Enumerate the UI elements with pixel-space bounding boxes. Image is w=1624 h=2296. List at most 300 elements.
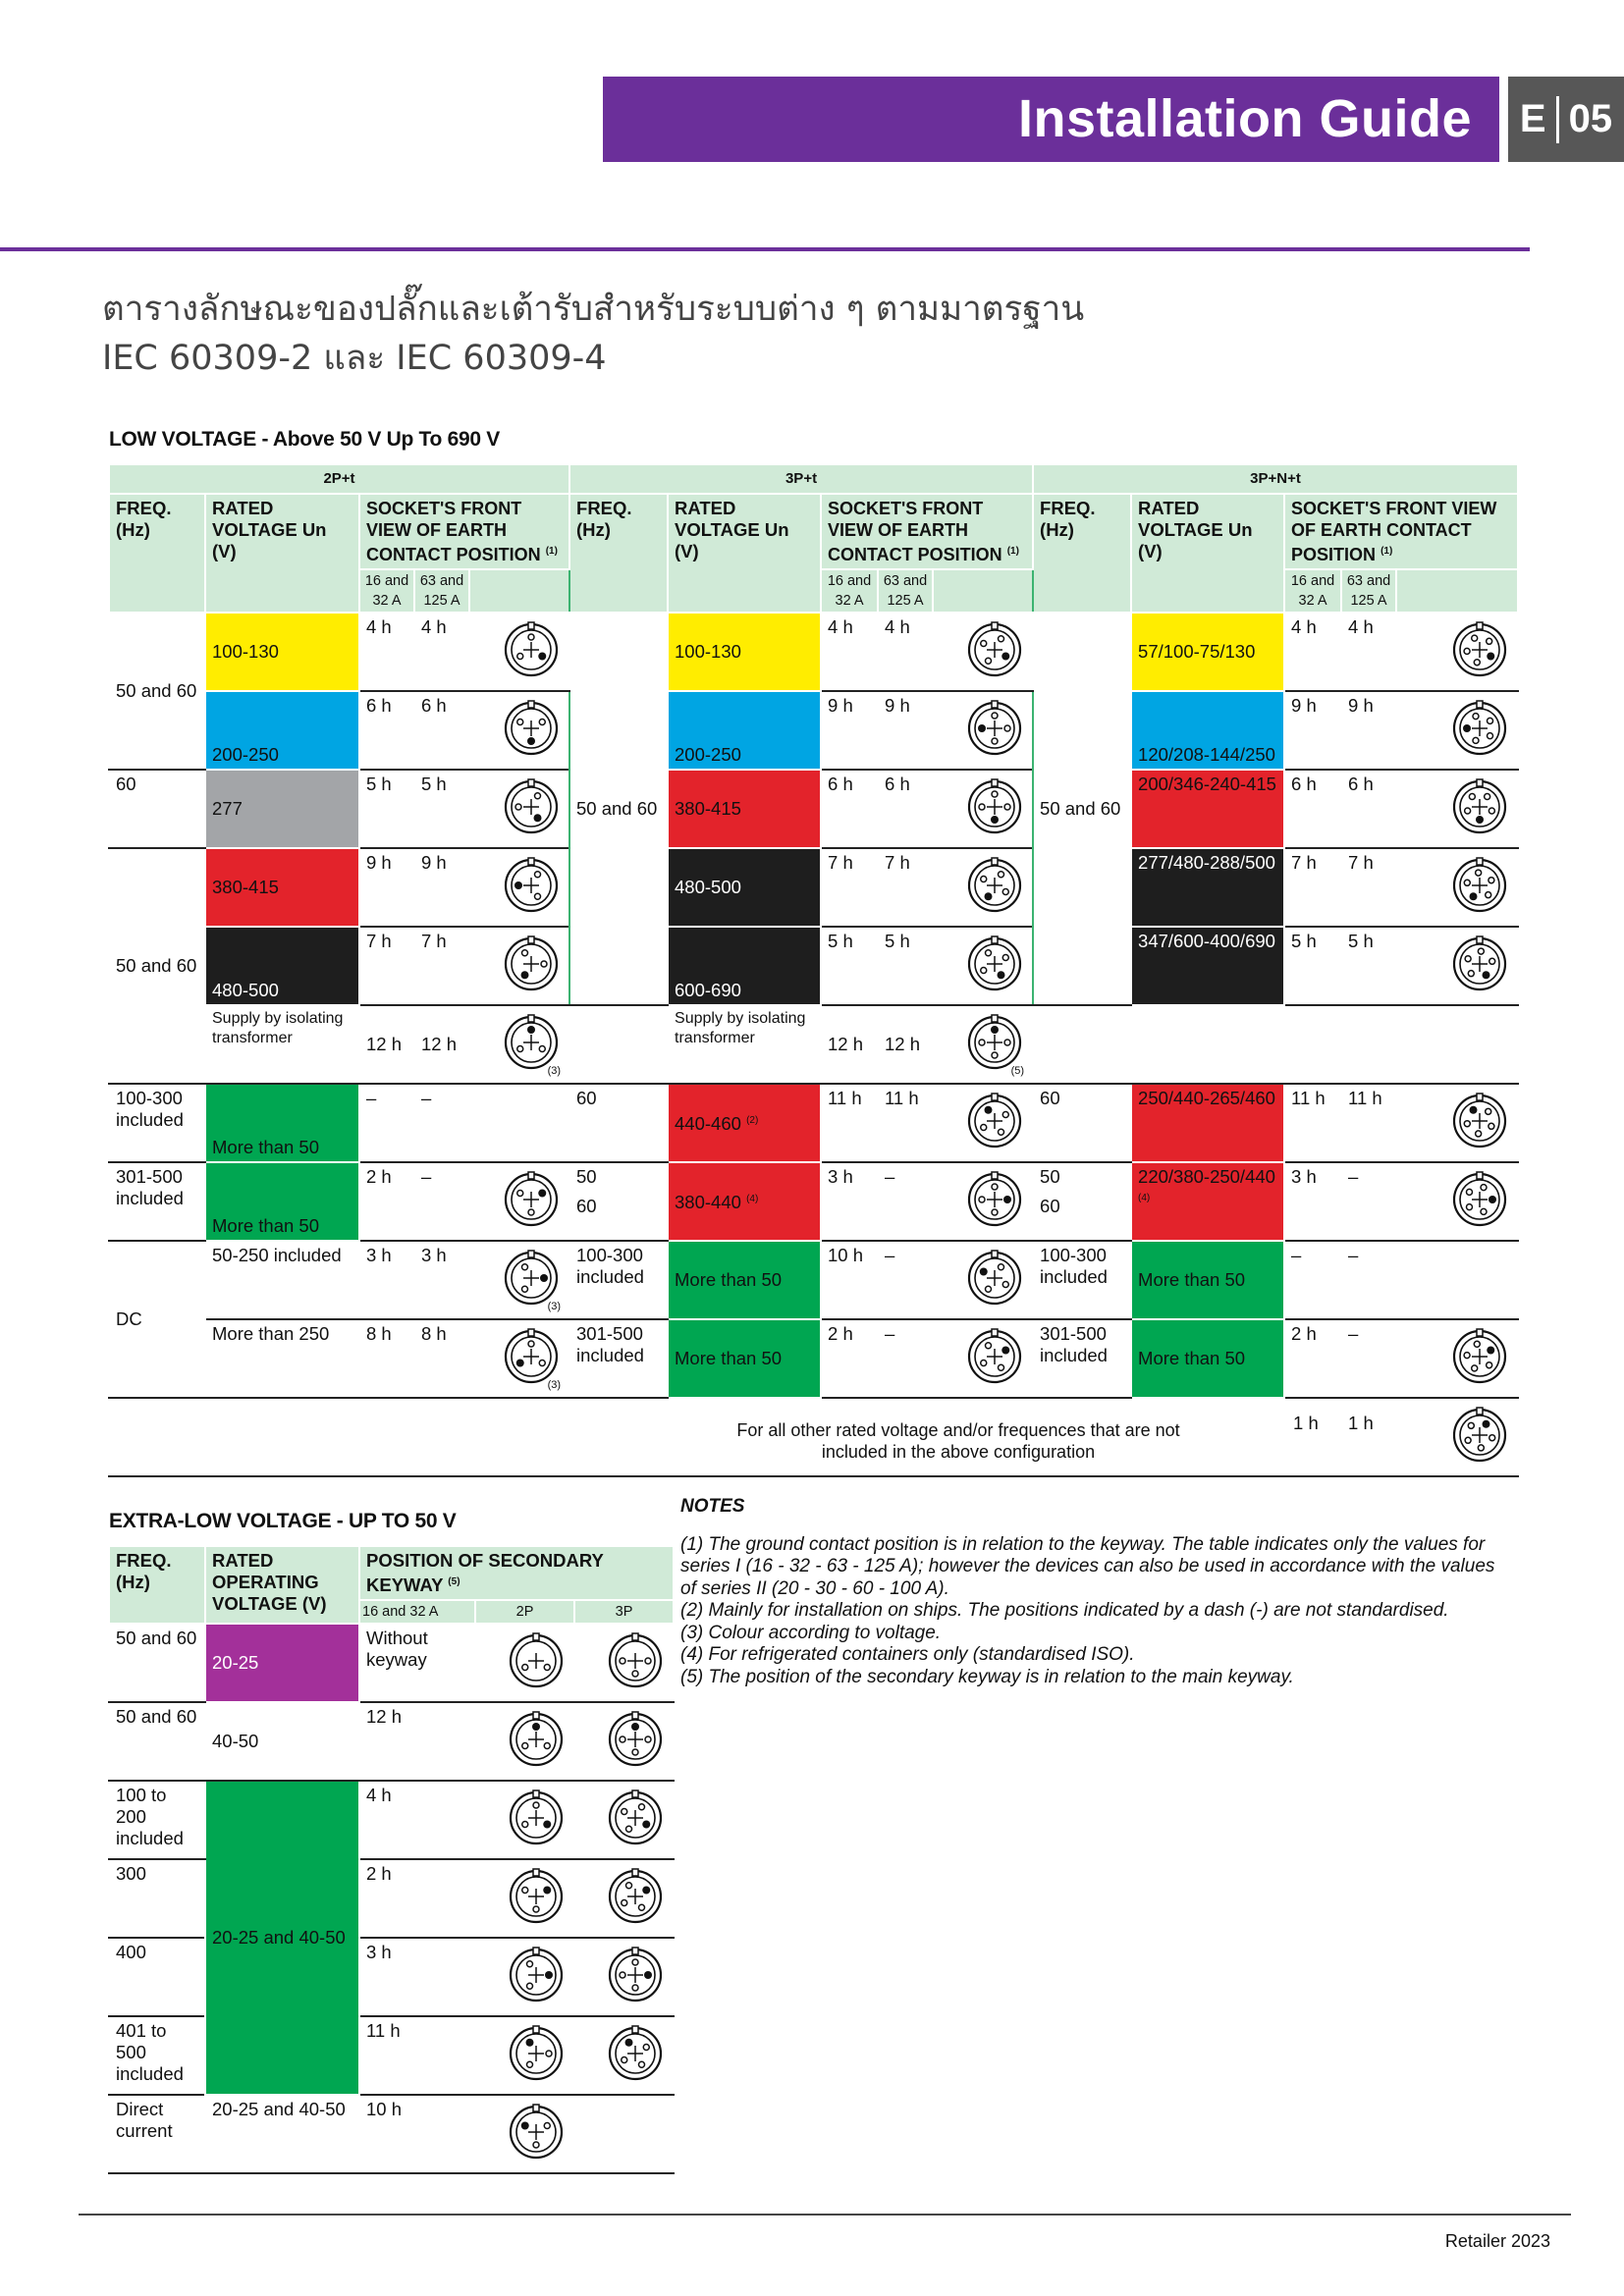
socket-front-view-icon bbox=[502, 620, 561, 679]
note-2: (2) Mainly for installation on ships. The positions indicated by a dash (-) are not standardised. bbox=[680, 1600, 1449, 1621]
voltage-cell: Supply by isolating transformer bbox=[668, 1005, 821, 1084]
col-socket bbox=[1284, 494, 1518, 569]
sub-2p: 2P bbox=[475, 1600, 574, 1624]
socket-front-view-icon bbox=[965, 1327, 1024, 1386]
socket-symbol bbox=[940, 695, 1026, 766]
voltage-cell bbox=[1131, 1005, 1284, 1084]
socket-symbol-cell bbox=[1396, 1005, 1518, 1084]
col-rated-label: RATED VOLTAGE Un (V) bbox=[1138, 498, 1253, 561]
pos-cell: 6 h bbox=[821, 770, 878, 848]
freq-cell: 60 bbox=[109, 770, 205, 848]
pos-cell: 3 h bbox=[414, 1241, 469, 1319]
freq-cell: 301-500 included bbox=[569, 1319, 668, 1398]
pos-cell: 6 h bbox=[359, 691, 414, 770]
socket-symbol bbox=[940, 1009, 1026, 1080]
socket-symbol bbox=[581, 1706, 667, 1777]
pos-cell: – bbox=[1341, 1162, 1396, 1241]
col-rated-voltage bbox=[205, 494, 359, 613]
freq-cell: 100-300 included bbox=[1033, 1241, 1131, 1319]
notes-block bbox=[680, 1496, 1495, 1688]
socket-symbol bbox=[940, 1323, 1026, 1394]
sub-symbol bbox=[469, 569, 569, 613]
voltage-cell: 200/346-240-415 bbox=[1131, 770, 1284, 848]
keyway-cell: 4 h bbox=[359, 1781, 475, 1859]
pos-cell: – bbox=[1284, 1241, 1341, 1319]
socket-front-view-icon bbox=[606, 2024, 665, 2083]
pos-cell: 4 h bbox=[1284, 613, 1341, 691]
footer-text: Retailer 2023 bbox=[1444, 2231, 1550, 2251]
group-3p-t: 3P+t bbox=[569, 464, 1033, 494]
socket-symbol bbox=[482, 1863, 568, 1934]
note-ref: (5) bbox=[1010, 1065, 1025, 1077]
freq-cell: 60 bbox=[1033, 1084, 1131, 1162]
pos-cell: 10 h bbox=[821, 1241, 878, 1319]
socket-symbol bbox=[482, 1628, 568, 1698]
pos-cell: 7 h bbox=[414, 927, 469, 1005]
socket-front-view-icon bbox=[1450, 1092, 1509, 1150]
page-title: Installation Guide bbox=[1017, 89, 1472, 148]
pos-cell: 9 h bbox=[1341, 691, 1396, 770]
socket-front-view-icon bbox=[502, 777, 561, 836]
keyway-cell: 3 h bbox=[359, 1938, 475, 2016]
socket-symbol bbox=[1403, 1166, 1511, 1237]
section-divider bbox=[1556, 96, 1559, 143]
freq-value: 50 bbox=[1040, 1166, 1060, 1187]
pos-cell: 7 h bbox=[821, 848, 878, 927]
socket-symbol-cell bbox=[574, 1781, 674, 1859]
voltage-cell: 250/440-265/460 bbox=[1131, 1084, 1284, 1162]
socket-symbol-cell bbox=[574, 2095, 674, 2173]
other-config-note bbox=[205, 1398, 1341, 1476]
pos-cell: 9 h bbox=[878, 691, 933, 770]
socket-front-view-icon bbox=[606, 1867, 665, 1926]
pos-cell: 2 h bbox=[359, 1162, 414, 1241]
col-freq-label: FREQ. (Hz) bbox=[1040, 498, 1096, 540]
socket-front-view-icon bbox=[965, 1013, 1024, 1072]
socket-symbol bbox=[581, 1863, 667, 1934]
voltage-value: 440-460 bbox=[675, 1113, 741, 1135]
voltage-cell: More than 50 bbox=[1131, 1241, 1284, 1319]
socket-symbol bbox=[940, 774, 1026, 844]
socket-symbol-cell bbox=[933, 1005, 1033, 1084]
voltage-value: 220/380-250/440 bbox=[1138, 1166, 1275, 1187]
freq-cell bbox=[569, 1162, 668, 1241]
other-config-text: For all other rated voltage and/or frequences that are not included in the above configuration bbox=[736, 1420, 1180, 1462]
freq-cell: 401 to 500 included bbox=[109, 2016, 205, 2095]
pos-cell: 6 h bbox=[1341, 770, 1396, 848]
freq-cell bbox=[109, 1398, 205, 1476]
socket-front-view-icon bbox=[1450, 934, 1509, 993]
freq-cell: Direct current bbox=[109, 2095, 205, 2173]
freq-value: 60 bbox=[576, 1196, 597, 1216]
col-rated-label: RATED VOLTAGE Un (V) bbox=[212, 498, 327, 561]
sub-16-32a: 16 and 32 A bbox=[821, 569, 878, 613]
socket-symbol bbox=[482, 1785, 568, 1855]
section-number: 05 bbox=[1568, 97, 1613, 140]
socket-front-view-icon bbox=[606, 1789, 665, 1847]
freq-cell: 400 bbox=[109, 1938, 205, 2016]
socket-front-view-icon bbox=[507, 2024, 566, 2083]
pos-cell: 4 h bbox=[821, 613, 878, 691]
socket-symbol bbox=[1403, 695, 1511, 766]
socket-symbol-cell bbox=[574, 1938, 674, 2016]
pos-cell: 9 h bbox=[359, 848, 414, 927]
socket-front-view-icon bbox=[965, 699, 1024, 758]
pos-cell: 6 h bbox=[1284, 770, 1341, 848]
socket-front-view-icon bbox=[502, 1013, 561, 1072]
socket-front-view-icon bbox=[1450, 1170, 1509, 1229]
pos-cell: 7 h bbox=[1341, 848, 1396, 927]
note-ref: (4) bbox=[1138, 1193, 1151, 1203]
socket-symbol-cell bbox=[475, 2095, 574, 2173]
sub-symbol bbox=[933, 569, 1033, 613]
freq-value: 60 bbox=[1040, 1196, 1060, 1216]
voltage-cell: 380-415 bbox=[668, 770, 821, 848]
col-rated-label: RATED VOLTAGE Un (V) bbox=[675, 498, 789, 561]
pos-cell bbox=[1341, 1005, 1396, 1084]
voltage-cell: 57/100-75/130 bbox=[1131, 613, 1284, 691]
socket-symbol-cell bbox=[469, 770, 569, 848]
pos-cell: – bbox=[878, 1241, 933, 1319]
extra-low-voltage-table bbox=[108, 1545, 675, 2174]
header-bar bbox=[603, 77, 1499, 162]
note-ref: (4) bbox=[746, 1194, 759, 1205]
note-4: (4) For refrigerated containers only (standardised ISO). bbox=[680, 1644, 1135, 1665]
socket-front-view-icon bbox=[965, 1092, 1024, 1150]
voltage-cell bbox=[668, 1162, 821, 1241]
socket-front-view-icon bbox=[965, 777, 1024, 836]
pos-cell: – bbox=[1341, 1241, 1396, 1319]
socket-front-view-icon bbox=[606, 1946, 665, 2004]
socket-symbol-cell bbox=[469, 927, 569, 1005]
note-ref: (2) bbox=[746, 1115, 759, 1127]
freq-cell bbox=[1033, 1162, 1131, 1241]
pos-cell: 12 h bbox=[821, 1005, 878, 1084]
sub-63-125a: 63 and 125 A bbox=[414, 569, 469, 613]
socket-symbol bbox=[1403, 774, 1511, 844]
col-rated-operating-voltage: RATED OPERATING VOLTAGE (V) bbox=[205, 1546, 359, 1624]
sub-symbol bbox=[1396, 569, 1518, 613]
socket-front-view-icon bbox=[965, 856, 1024, 915]
socket-front-view-icon bbox=[502, 1249, 561, 1308]
socket-symbol bbox=[476, 695, 563, 766]
socket-symbol bbox=[1403, 616, 1511, 687]
freq-cell: DC bbox=[109, 1241, 205, 1398]
pos-cell: 12 h bbox=[359, 1005, 414, 1084]
socket-front-view-icon bbox=[1450, 699, 1509, 758]
col-socket-ref: (1) bbox=[1006, 546, 1019, 557]
pos-cell: 5 h bbox=[821, 927, 878, 1005]
socket-symbol-cell bbox=[475, 1702, 574, 1781]
pos-cell: 4 h bbox=[1341, 613, 1396, 691]
pos-value: 1 h bbox=[1293, 1413, 1319, 1433]
socket-front-view-icon bbox=[1450, 777, 1509, 836]
socket-symbol-cell bbox=[933, 927, 1033, 1005]
pos-cell: 5 h bbox=[1341, 927, 1396, 1005]
freq-cell: 50 and 60 bbox=[109, 848, 205, 1084]
voltage-cell: More than 250 bbox=[205, 1319, 359, 1398]
low-voltage-title: LOW VOLTAGE - Above 50 V Up To 690 V bbox=[109, 428, 500, 451]
socket-symbol bbox=[476, 1245, 563, 1315]
pos-cell: 9 h bbox=[1284, 691, 1341, 770]
sub-16-32a: 16 and 32 A bbox=[359, 1600, 475, 1624]
voltage-cell: More than 50 bbox=[205, 1084, 359, 1162]
pos-cell: 4 h bbox=[414, 613, 469, 691]
pos-value: 1 h bbox=[1348, 1413, 1374, 1433]
keyway-cell: 12 h bbox=[359, 1702, 475, 1781]
socket-symbol bbox=[940, 1245, 1026, 1315]
socket-symbol-cell bbox=[1396, 927, 1518, 1005]
sub-16-32a: 16 and 32 A bbox=[1284, 569, 1341, 613]
socket-symbol bbox=[476, 1009, 563, 1080]
pos-cell: 5 h bbox=[1284, 927, 1341, 1005]
thai-heading bbox=[102, 285, 1084, 383]
socket-symbol-cell bbox=[1396, 613, 1518, 691]
sub-63-125a: 63 and 125 A bbox=[878, 569, 933, 613]
freq-cell bbox=[1033, 1005, 1131, 1084]
socket-symbol-cell bbox=[574, 2016, 674, 2095]
pos-cell: 5 h bbox=[878, 927, 933, 1005]
col-freq: FREQ. (Hz) bbox=[109, 1546, 205, 1624]
socket-front-view-icon bbox=[1450, 1406, 1509, 1465]
freq-cell: 301-500 included bbox=[1033, 1319, 1131, 1398]
socket-symbol-cell bbox=[475, 1938, 574, 2016]
socket-front-view-icon bbox=[965, 620, 1024, 679]
socket-symbol bbox=[1403, 852, 1511, 923]
pos-cell: 7 h bbox=[359, 927, 414, 1005]
voltage-cell bbox=[668, 1084, 821, 1162]
voltage-cell: 200-250 bbox=[205, 691, 359, 770]
header-rule bbox=[0, 247, 1530, 251]
extra-low-voltage-title: EXTRA-LOW VOLTAGE - UP TO 50 V bbox=[109, 1510, 457, 1532]
note-ref: (3) bbox=[547, 1065, 562, 1077]
socket-front-view-icon bbox=[606, 1631, 665, 1690]
col-socket bbox=[821, 494, 1033, 569]
socket-symbol-cell bbox=[933, 1319, 1033, 1398]
thai-heading-line2: IEC 60309-2 และ IEC 60309-4 bbox=[102, 339, 607, 378]
voltage-cell: 20-25 bbox=[205, 1624, 359, 1702]
socket-symbol-cell bbox=[475, 1781, 574, 1859]
pos-cell: 5 h bbox=[414, 770, 469, 848]
socket-symbol bbox=[940, 931, 1026, 1001]
socket-symbol-cell bbox=[1396, 1162, 1518, 1241]
keyway-cell: 11 h bbox=[359, 2016, 475, 2095]
voltage-cell: 50-250 included bbox=[205, 1241, 359, 1319]
pos-cell: 2 h bbox=[821, 1319, 878, 1398]
socket-symbol bbox=[1403, 1323, 1511, 1394]
socket-front-view-icon bbox=[502, 699, 561, 758]
socket-front-view-icon bbox=[507, 1867, 566, 1926]
socket-symbol-cell bbox=[1396, 848, 1518, 927]
socket-symbol bbox=[581, 1628, 667, 1698]
socket-symbol bbox=[940, 1166, 1026, 1237]
socket-symbol-cell bbox=[933, 1241, 1033, 1319]
socket-symbol bbox=[940, 1088, 1026, 1158]
pos-cell: 11 h bbox=[1284, 1084, 1341, 1162]
pos-cell: – bbox=[414, 1162, 469, 1241]
note-1: (1) The ground contact position is in relation to the keyway. The table indicates only the values for series I (16 - 32 - 63 - 125 A); however the devices can also be used in accordance with the values of series II (20 - 30 - 60 - 100 A). bbox=[680, 1533, 1495, 1599]
freq-cell: 50 and 60 bbox=[109, 613, 205, 770]
voltage-cell: 20-25 and 40-50 bbox=[205, 2095, 359, 2173]
pos-cell: 4 h bbox=[878, 613, 933, 691]
sub-3p: 3P bbox=[574, 1600, 674, 1624]
pos-cell: – bbox=[1341, 1319, 1396, 1398]
socket-symbol bbox=[476, 1166, 563, 1237]
socket-symbol-cell bbox=[1396, 691, 1518, 770]
socket-front-view-icon bbox=[507, 1631, 566, 1690]
note-ref: (3) bbox=[547, 1301, 562, 1312]
col-socket-label: SOCKET'S FRONT VIEW OF EARTH CONTACT POSITION bbox=[1291, 499, 1497, 564]
freq-cell: 100 to 200 included bbox=[109, 1781, 205, 1859]
pos-cell: 8 h bbox=[359, 1319, 414, 1398]
note-ref: (3) bbox=[547, 1379, 562, 1391]
socket-symbol bbox=[482, 2099, 568, 2169]
pos-cell: 9 h bbox=[414, 848, 469, 927]
col-freq bbox=[1033, 494, 1131, 613]
keyway-cell: Without keyway bbox=[359, 1624, 475, 1702]
socket-symbol-cell bbox=[469, 1162, 569, 1241]
socket-symbol bbox=[476, 852, 563, 923]
socket-symbol-cell bbox=[574, 1702, 674, 1781]
voltage-cell: 120/208-144/250 bbox=[1131, 691, 1284, 770]
pos-cell: 6 h bbox=[878, 770, 933, 848]
socket-front-view-icon bbox=[502, 1170, 561, 1229]
col-secondary-keyway-label: POSITION OF SECONDARY KEYWAY bbox=[366, 1550, 604, 1596]
voltage-cell: 200-250 bbox=[668, 691, 821, 770]
note-5: (5) The position of the secondary keyway is in relation to the main keyway. bbox=[680, 1666, 1294, 1687]
voltage-value: 380-440 bbox=[675, 1192, 741, 1213]
socket-symbol-cell bbox=[469, 691, 569, 770]
socket-symbol-cell bbox=[933, 691, 1033, 770]
col-socket-label: SOCKET'S FRONT VIEW OF EARTH CONTACT POSITION bbox=[828, 499, 1002, 564]
pos-cell: 5 h bbox=[359, 770, 414, 848]
pos-cell: 3 h bbox=[1284, 1162, 1341, 1241]
pos-cell: 2 h bbox=[1284, 1319, 1341, 1398]
socket-symbol-cell bbox=[933, 1162, 1033, 1241]
socket-symbol-cell bbox=[469, 1005, 569, 1084]
col-rated-voltage bbox=[1131, 494, 1284, 613]
col-freq bbox=[109, 494, 205, 613]
socket-front-view-icon bbox=[1450, 1327, 1509, 1386]
freq-cell bbox=[569, 1005, 668, 1084]
socket-symbol bbox=[581, 1942, 667, 2012]
note-3: (3) Colour according to voltage. bbox=[680, 1622, 942, 1643]
socket-symbol-cell bbox=[475, 1624, 574, 1702]
pos-cell: 12 h bbox=[878, 1005, 933, 1084]
pos-cell: 11 h bbox=[821, 1084, 878, 1162]
socket-symbol bbox=[1403, 1088, 1511, 1158]
socket-front-view-icon bbox=[606, 1710, 665, 1769]
socket-symbol-cell bbox=[574, 1624, 674, 1702]
keyway-cell: 2 h bbox=[359, 1859, 475, 1938]
pos-cell: 11 h bbox=[878, 1084, 933, 1162]
socket-symbol bbox=[581, 1785, 667, 1855]
socket-front-view-icon bbox=[965, 934, 1024, 993]
keyway-cell: 10 h bbox=[359, 2095, 475, 2173]
socket-symbol-cell bbox=[469, 848, 569, 927]
freq-cell: 50 and 60 bbox=[569, 613, 668, 1005]
col-socket bbox=[359, 494, 569, 569]
pos-cell: – bbox=[878, 1319, 933, 1398]
voltage-cell: 480-500 bbox=[205, 927, 359, 1005]
freq-cell: 60 bbox=[569, 1084, 668, 1162]
voltage-cell: 277 bbox=[205, 770, 359, 848]
socket-symbol-cell bbox=[933, 613, 1033, 691]
notes-title: NOTES bbox=[680, 1496, 745, 1517]
col-secondary-keyway bbox=[359, 1546, 674, 1600]
socket-symbol-cell bbox=[475, 1859, 574, 1938]
pos-cell: – bbox=[414, 1084, 469, 1162]
voltage-cell: 277/480-288/500 bbox=[1131, 848, 1284, 927]
freq-value: 50 bbox=[576, 1166, 597, 1187]
socket-symbol bbox=[482, 1942, 568, 2012]
pos-cell: 4 h bbox=[359, 613, 414, 691]
socket-front-view-icon bbox=[1450, 856, 1509, 915]
socket-symbol bbox=[476, 774, 563, 844]
socket-symbol-cell bbox=[469, 1084, 569, 1162]
freq-cell: 100-300 included bbox=[569, 1241, 668, 1319]
socket-front-view-icon bbox=[507, 1946, 566, 2004]
col-rated-voltage bbox=[668, 494, 821, 613]
pos-cell: 12 h bbox=[414, 1005, 469, 1084]
socket-symbol-cell bbox=[469, 1319, 569, 1398]
voltage-cell: More than 50 bbox=[1131, 1319, 1284, 1398]
voltage-cell: More than 50 bbox=[205, 1162, 359, 1241]
col-socket-ref: (1) bbox=[545, 546, 558, 557]
socket-front-view-icon bbox=[1450, 620, 1509, 679]
col-socket-ref: (1) bbox=[1380, 546, 1393, 557]
socket-front-view-icon bbox=[507, 1710, 566, 1769]
voltage-cell: 100-130 bbox=[668, 613, 821, 691]
socket-symbol-cell bbox=[469, 613, 569, 691]
footer-rule bbox=[79, 2214, 1571, 2216]
socket-symbol-cell bbox=[1396, 1398, 1518, 1476]
voltage-cell: More than 50 bbox=[668, 1241, 821, 1319]
socket-symbol bbox=[476, 616, 563, 687]
socket-front-view-icon bbox=[502, 934, 561, 993]
voltage-cell: 380-415 bbox=[205, 848, 359, 927]
freq-cell: 100-300 included bbox=[109, 1084, 205, 1162]
pos-cell: 8 h bbox=[414, 1319, 469, 1398]
freq-cell: 300 bbox=[109, 1859, 205, 1938]
freq-cell: 50 and 60 bbox=[1033, 613, 1131, 1005]
socket-symbol bbox=[476, 931, 563, 1001]
pos-cell: 3 h bbox=[359, 1241, 414, 1319]
socket-symbol bbox=[940, 616, 1026, 687]
col-freq bbox=[569, 494, 668, 613]
freq-cell: 301-500 included bbox=[109, 1162, 205, 1241]
pos-cell: 7 h bbox=[878, 848, 933, 927]
socket-symbol-cell bbox=[933, 848, 1033, 927]
col-socket-label: SOCKET'S FRONT VIEW OF EARTH CONTACT POSITION bbox=[366, 499, 541, 564]
socket-symbol bbox=[476, 1323, 563, 1394]
pos-cell: 3 h bbox=[821, 1162, 878, 1241]
socket-symbol-cell bbox=[933, 770, 1033, 848]
voltage-cell: 40-50 bbox=[205, 1702, 359, 1781]
socket-symbol bbox=[581, 2020, 667, 2091]
group-2p-t: 2P+t bbox=[109, 464, 569, 494]
voltage-cell: 347/600-400/690 bbox=[1131, 927, 1284, 1005]
sub-63-125a: 63 and 125 A bbox=[1341, 569, 1396, 613]
sub-16-32a: 16 and 32 A bbox=[359, 569, 414, 613]
socket-front-view-icon bbox=[502, 856, 561, 915]
socket-symbol bbox=[1403, 1402, 1511, 1472]
col-freq-label: FREQ. (Hz) bbox=[116, 498, 172, 540]
socket-symbol-cell bbox=[1396, 770, 1518, 848]
low-voltage-table bbox=[108, 463, 1519, 1477]
voltage-cell bbox=[1131, 1162, 1284, 1241]
pos-cell: 9 h bbox=[821, 691, 878, 770]
